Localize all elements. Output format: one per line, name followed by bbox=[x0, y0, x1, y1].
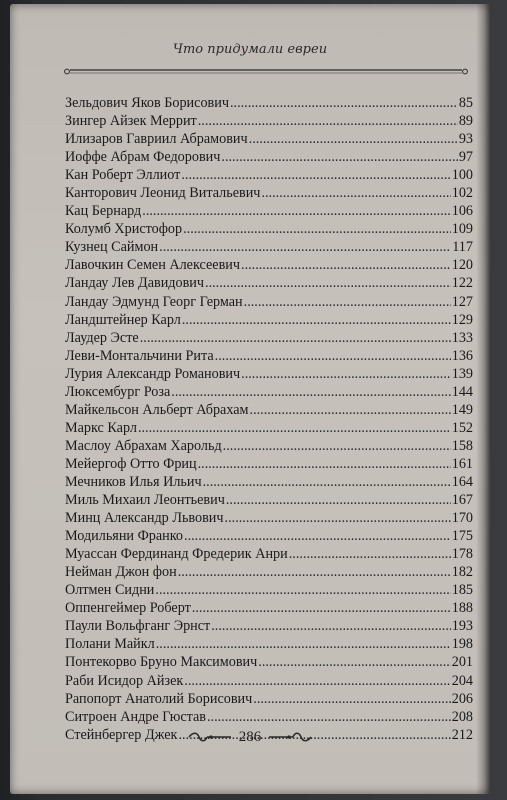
toc-entry bbox=[65, 527, 473, 545]
toc-entry-name: Иоффе Абрам Федорович bbox=[65, 149, 221, 166]
toc-entry-page: 152 bbox=[451, 419, 473, 436]
toc-entry-page: 201 bbox=[451, 654, 473, 671]
toc-entry bbox=[65, 184, 473, 202]
toc-entry-page: 161 bbox=[451, 455, 473, 472]
leader-dots bbox=[156, 635, 451, 653]
toc-entry-name: Илизаров Гавриил Абрамович bbox=[65, 131, 248, 148]
leader-dots bbox=[192, 599, 451, 617]
toc-entry-page: 127 bbox=[451, 293, 473, 310]
leader-dots bbox=[230, 94, 458, 112]
toc-entry-name: Оппенгеймер Роберт bbox=[65, 600, 191, 617]
toc-entry-name: Колумб Христофор bbox=[65, 221, 183, 238]
toc-entry bbox=[65, 563, 473, 581]
toc-entry-name: Полани Майкл bbox=[65, 636, 155, 653]
toc-entry bbox=[65, 473, 473, 491]
toc-entry-name: Леви-Монтальчини Рита bbox=[65, 347, 214, 364]
leader-dots bbox=[211, 617, 450, 635]
toc-entry bbox=[65, 365, 473, 383]
toc-entry-name: Ландау Эдмунд Георг Герман bbox=[65, 293, 243, 310]
toc-entry bbox=[65, 581, 473, 599]
leader-dots bbox=[223, 437, 451, 455]
toc-entry-page: 158 bbox=[451, 437, 473, 454]
leader-dots bbox=[138, 419, 451, 437]
toc-entry bbox=[65, 220, 473, 238]
leader-dots bbox=[140, 329, 451, 347]
toc-entry-name: Мечников Илья Ильич bbox=[65, 473, 202, 490]
leader-dots bbox=[183, 220, 451, 238]
toc-entry-name: Кан Роберт Эллиот bbox=[65, 167, 181, 184]
toc-entry-name: Ландау Лев Давидович bbox=[65, 275, 205, 292]
toc-entry bbox=[65, 545, 473, 563]
toc-entry bbox=[65, 238, 473, 256]
toc-entry-page: 170 bbox=[451, 510, 473, 527]
toc-entry-name: Мейергоф Отто Фриц bbox=[65, 455, 197, 472]
toc-entry bbox=[65, 311, 473, 329]
toc-entry-name: Нейман Джон фон bbox=[65, 564, 177, 581]
page-number: 286 bbox=[238, 728, 262, 745]
toc-entry-name: Лурия Александр Романович bbox=[65, 365, 241, 382]
toc-entry-page: 193 bbox=[451, 618, 473, 635]
page-footer bbox=[10, 726, 490, 748]
toc-entry-name: Стейнбергер Джек bbox=[65, 726, 178, 743]
ornamental-rule-icon bbox=[64, 67, 468, 77]
toc-entry bbox=[65, 617, 473, 635]
toc-entry-name: Кац Бернард bbox=[65, 203, 142, 220]
toc-entry bbox=[65, 166, 473, 184]
toc-entry-page: 93 bbox=[458, 131, 473, 148]
leader-dots bbox=[178, 563, 451, 581]
toc-entry bbox=[65, 148, 473, 166]
toc-entry-name: Миль Михаил Леонтьевич bbox=[65, 492, 225, 509]
toc-entry-name: Паули Вольфганг Эрнст bbox=[65, 618, 211, 635]
leader-dots bbox=[142, 202, 450, 220]
toc-entry-page: 175 bbox=[451, 528, 473, 545]
toc-entry-page: 100 bbox=[451, 167, 473, 184]
toc-entry-page: 129 bbox=[451, 311, 473, 328]
leader-dots bbox=[207, 708, 451, 726]
leader-dots bbox=[225, 509, 451, 527]
toc-entry bbox=[65, 455, 473, 473]
leader-dots bbox=[289, 545, 451, 563]
toc-entry bbox=[65, 708, 473, 726]
toc-entry-page: 185 bbox=[451, 582, 473, 599]
toc-entry bbox=[65, 491, 473, 509]
toc-entry-page: 85 bbox=[458, 95, 473, 111]
leader-dots bbox=[198, 455, 451, 473]
toc-entry-page: 164 bbox=[451, 473, 473, 490]
toc-entry-page: 144 bbox=[451, 383, 473, 400]
toc-entry-page: 136 bbox=[451, 347, 473, 364]
toc-entry-name: Муассан Фердинанд Фредерик Анри bbox=[65, 546, 288, 563]
leader-dots bbox=[184, 527, 451, 545]
toc-entry-page: 182 bbox=[451, 564, 473, 581]
toc-entry-name: Лавочкин Семен Алексеевич bbox=[65, 257, 241, 274]
toc-entry-page: 120 bbox=[451, 257, 473, 274]
toc-entry bbox=[65, 130, 473, 148]
toc-entry-page: 102 bbox=[451, 185, 473, 202]
toc-entry-page: 97 bbox=[458, 149, 473, 166]
toc-entry bbox=[65, 690, 473, 708]
page-edge-shadow bbox=[476, 4, 490, 794]
toc-entry-name: Понтекорво Бруно Максимович bbox=[65, 654, 258, 671]
toc-entry-page: 89 bbox=[458, 113, 473, 130]
toc-entry bbox=[65, 599, 473, 617]
leader-dots bbox=[171, 383, 450, 401]
toc-entry-name: Маслоу Абрахам Харольд bbox=[65, 437, 222, 454]
toc-entry-name: Кузнец Саймон bbox=[65, 239, 159, 256]
leader-dots bbox=[253, 690, 450, 708]
leader-dots bbox=[226, 491, 451, 509]
toc-entry-page: 212 bbox=[451, 726, 473, 743]
toc-entry-page: 106 bbox=[451, 203, 473, 220]
toc-entry-page: 117 bbox=[452, 239, 473, 256]
table-of-contents bbox=[65, 94, 473, 744]
running-header: Что придумали евреи bbox=[172, 42, 328, 57]
leader-dots bbox=[250, 401, 451, 419]
toc-entry bbox=[65, 401, 473, 419]
leader-dots bbox=[198, 112, 458, 130]
toc-entry-page: 139 bbox=[451, 365, 473, 382]
leader-dots bbox=[215, 347, 451, 365]
toc-entry-name: Маркс Карл bbox=[65, 419, 137, 436]
toc-entry bbox=[65, 347, 473, 365]
toc-entry-page: 133 bbox=[451, 329, 473, 346]
toc-entry-page: 206 bbox=[451, 690, 473, 707]
leader-dots bbox=[261, 184, 450, 202]
leader-dots bbox=[182, 311, 451, 329]
toc-entry-page: 208 bbox=[451, 708, 473, 725]
toc-entry bbox=[65, 274, 473, 292]
toc-entry bbox=[65, 329, 473, 347]
toc-entry bbox=[65, 94, 473, 112]
leader-dots bbox=[241, 365, 451, 383]
leader-dots bbox=[159, 238, 451, 256]
toc-entry-name: Лаудер Эсте bbox=[65, 329, 139, 346]
right-flourish-icon bbox=[267, 731, 313, 743]
toc-entry-name: Зингер Айзек Меррит bbox=[65, 113, 197, 130]
toc-entry bbox=[65, 112, 473, 130]
toc-entry-name: Рапопорт Анатолий Борисович bbox=[65, 690, 253, 707]
toc-entry-page: 178 bbox=[451, 546, 473, 563]
leader-dots bbox=[221, 148, 457, 166]
toc-entry bbox=[65, 672, 473, 690]
toc-entry bbox=[65, 419, 473, 437]
leader-dots bbox=[184, 672, 450, 690]
leader-dots bbox=[203, 473, 451, 491]
toc-entry bbox=[65, 509, 473, 527]
toc-entry bbox=[65, 383, 473, 401]
leader-dots bbox=[258, 653, 450, 671]
toc-entry-name: Ситроен Андре Гюстав bbox=[65, 708, 206, 725]
left-flourish-icon bbox=[187, 731, 233, 743]
toc-entry-name: Раби Исидор Айзек bbox=[65, 672, 184, 689]
leader-dots bbox=[205, 274, 451, 292]
toc-entry-page: 167 bbox=[451, 492, 473, 509]
toc-entry-name: Минц Александр Львович bbox=[65, 510, 224, 527]
toc-entry-page: 198 bbox=[451, 636, 473, 653]
toc-entry-name: Ландштейнер Карл bbox=[65, 311, 181, 328]
leader-dots bbox=[241, 256, 451, 274]
toc-entry-page: 122 bbox=[451, 275, 473, 292]
toc-entry-name: Майкельсон Альберт Абрахам bbox=[65, 401, 249, 418]
toc-entry-name: Канторович Леонид Витальевич bbox=[65, 185, 261, 202]
toc-entry bbox=[65, 653, 473, 671]
leader-dots bbox=[249, 130, 458, 148]
toc-entry bbox=[65, 437, 473, 455]
toc-entry-name: Модильяни Франко bbox=[65, 528, 184, 545]
toc-entry bbox=[65, 256, 473, 274]
toc-entry-page: 204 bbox=[451, 672, 473, 689]
book-page bbox=[10, 4, 490, 794]
toc-entry bbox=[65, 635, 473, 653]
leader-dots bbox=[181, 166, 450, 184]
toc-entry-page: 109 bbox=[451, 221, 473, 238]
leader-dots bbox=[155, 581, 450, 599]
toc-entry-name: Люксембург Роза bbox=[65, 383, 171, 400]
toc-entry-name: Олтмен Сидни bbox=[65, 582, 155, 599]
leader-dots bbox=[244, 293, 451, 311]
toc-entry-name: Зельдович Яков Борисович bbox=[65, 95, 229, 111]
toc-entry-page: 188 bbox=[451, 600, 473, 617]
toc-entry bbox=[65, 293, 473, 311]
toc-entry bbox=[65, 202, 473, 220]
toc-entry-page: 149 bbox=[451, 401, 473, 418]
